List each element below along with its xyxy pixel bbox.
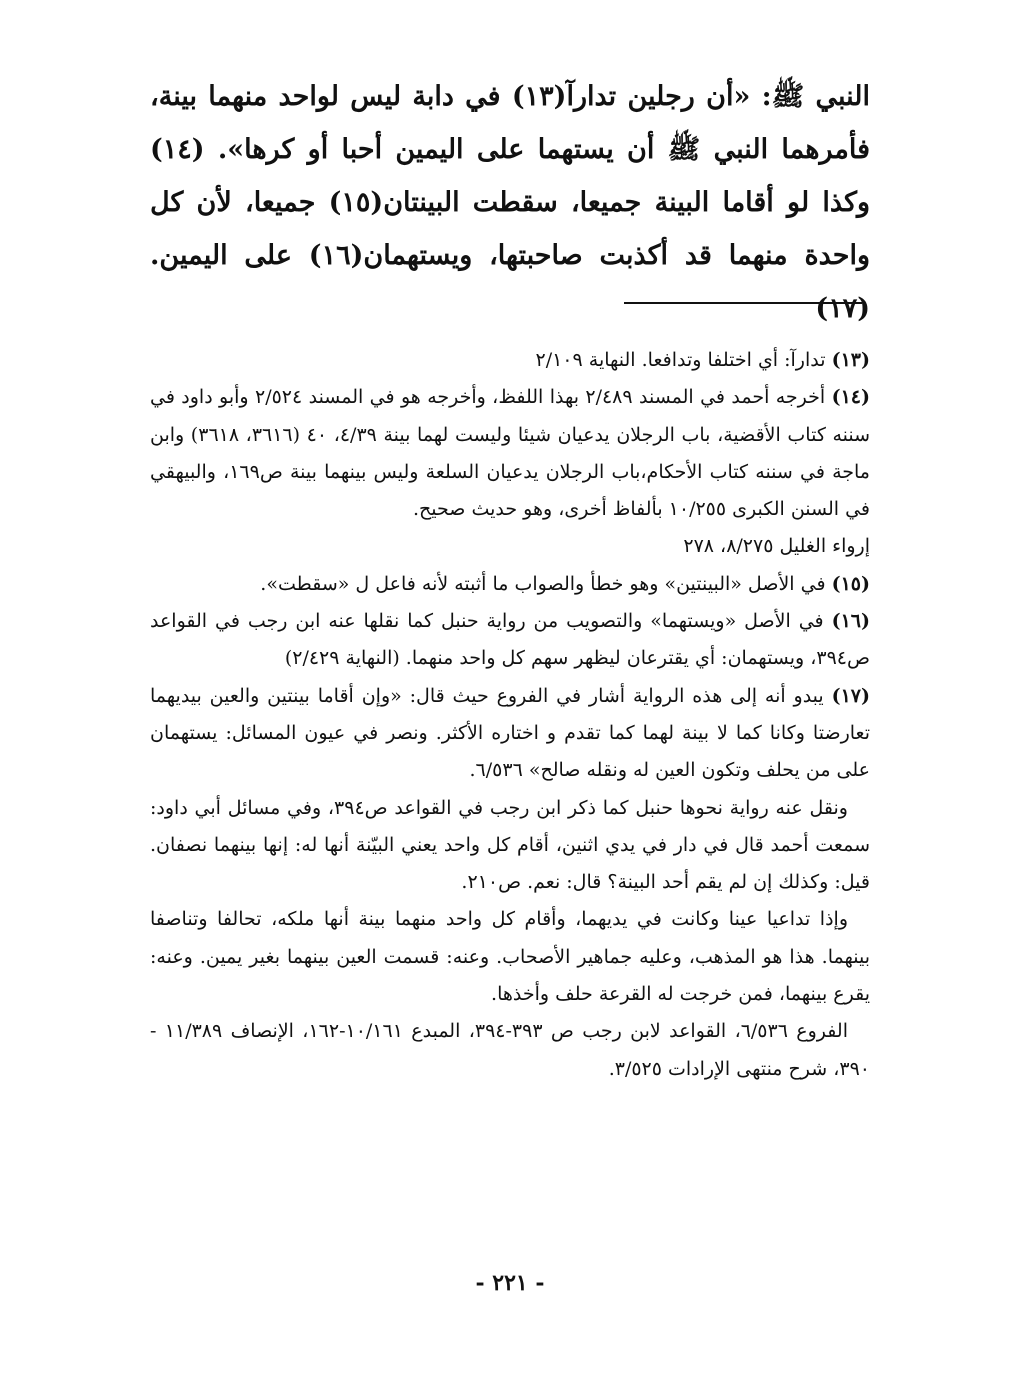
footnote-number: (١٥) xyxy=(831,572,870,595)
footnote-number: (١٦) xyxy=(831,610,870,633)
footnote-number: (١٣) xyxy=(831,349,870,371)
footnote-number: (١٤) xyxy=(831,386,870,409)
footnote-13 xyxy=(150,342,870,379)
footnotes-section xyxy=(150,342,870,1088)
footnote-text: يبدو أنه إلى هذه الرواية أشار في الفروع حيث قال: «وإن أقاما بينتين والعين بيديهما تعارضتا وكانا كما لا بينة لهما كما تقدم و اختاره الأكثر. ونصر في عيون المسائل: يستهمان على من يحلف وتكون العين له ونقله صالح» ٦/٥٣٦. xyxy=(150,684,870,782)
footnote-17-references: الفروع ٦/٥٣٦، القواعد لابن رجب ص ٣٩٣-٣٩٤، المبدع ١٠/١٦١-١٦٢، الإنصاف ١١/٣٨٩ - ٣٩٠، شرح منتهى الإرادات ٣/٥٢٥. xyxy=(150,1020,870,1080)
footnote-14-extra: إرواء الغليل ٨/٢٧٥، ٢٧٨ xyxy=(683,535,870,558)
footnote-17-paragraph-3: وإذا تداعيا عينا وكانت في يديهما، وأقام كل واحد منهما بينة أنها ملكه، تحالفا وتناصفا بينهما. هذا هو المذهب، وعليه جماهير الأصحاب. وعنه: قسمت العين بينهما بغير يمين. وعنه: يقرع بينهما، فمن خرجت له القرعة حلف وأخذها. xyxy=(150,908,870,1006)
footnote-17 xyxy=(150,678,870,790)
main-paragraph: النبي ﷺ: «أن رجلين تدارآ(١٣) في دابة ليس لواحد منهما بينة، فأمرهما النبي ﷺ أن يستهما على اليمين أحبا أو كرها». (١٤) وكذا لو أقاما البينة جميعا، سقطت البينتان(١٥) جميعا، لأن كل واحدة منهما قد أكذبت صاحبتها، ويستهمان(١٦) على اليمين. (١٧) xyxy=(150,81,871,324)
footnote-text: في الأصل «ويستهما» والتصويب من رواية حنبل كما نقلها عنه ابن رجب في القواعد ص٣٩٤، ويستهمان: أي يقترعان ليظهر سهم كل واحد منهما. (النهاية ٢/٤٢٩) xyxy=(150,610,870,670)
document-page xyxy=(150,70,870,1310)
footnote-separator xyxy=(624,302,862,304)
footnote-number: (١٧) xyxy=(831,684,870,707)
footnote-text: في الأصل «البينتين» وهو خطأ والصواب ما أثبته لأنه فاعل ل «سقطت». xyxy=(260,572,826,595)
footnote-15 xyxy=(150,566,870,603)
footnote-16 xyxy=(150,603,870,678)
page-number: - ٢٢١ - xyxy=(475,1270,545,1296)
main-text-block xyxy=(150,70,870,335)
footnote-text: أخرجه أحمد في المسند ٢/٤٨٩ بهذا اللفظ، وأخرجه هو في المسند ٢/٥٢٤ وأبو داود في سننه كتاب الأقضية، باب الرجلان يدعيان شيئا وليست لهما بينة ٤/٣٩، ٤٠ (٣٦١٦، ٣٦١٨) وابن ماجة في سننه كتاب الأحكام،باب الرجلان يدعيان السلعة وليس بينهما بينة ص١٦٩، والبيهقي في السنن الكبرى ١٠/٢٥٥ بألفاظ أخرى، وهو حديث صحيح. xyxy=(150,386,871,521)
footnote-14 xyxy=(150,379,870,528)
footnote-text: تدارآ: أي اختلفا وتدافعا. النهاية ٢/١٠٩ xyxy=(535,349,826,371)
footnote-17-paragraph-2: ونقل عنه رواية نحوها حنبل كما ذكر ابن رجب في القواعد ص٣٩٤، وفي مسائل أبي داود: سمعت أحمد قال في دار في يدي اثنين، أقام كل واحد يعني البيّنة أنها له: إنها بينهما نصفان. قيل: وكذلك إن لم يقم أحد البينة؟ قال: نعم. ص٢١٠. xyxy=(150,796,870,894)
